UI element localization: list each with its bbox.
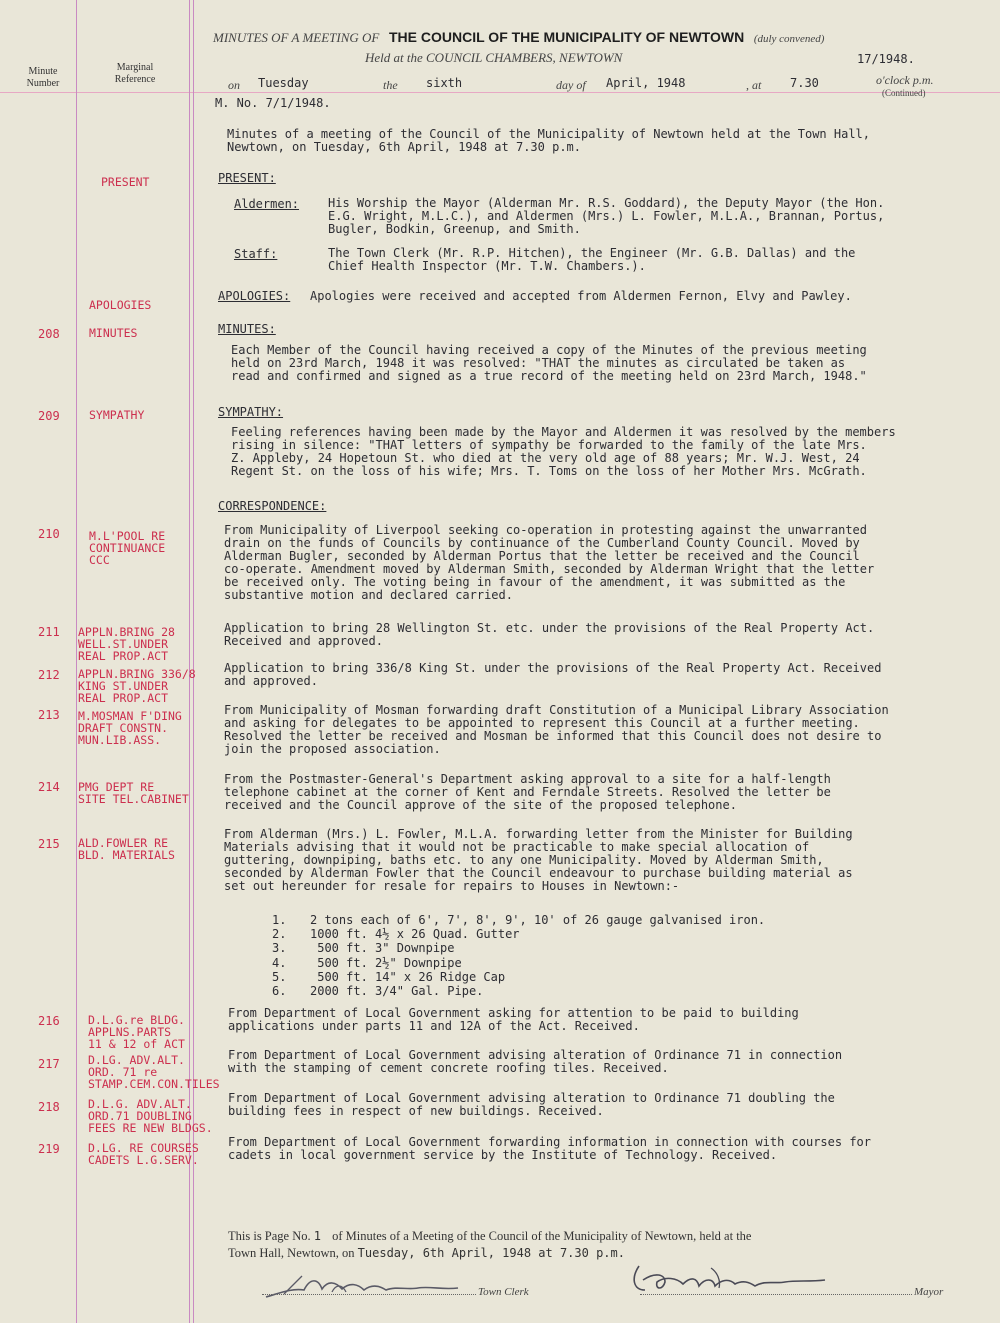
marginal-reference: D.LG. ADV.ALT. ORD. 71 re STAMP.CEM.CON.TILES xyxy=(88,1053,220,1091)
marginal-reference: D.LG. RE COURSES CADETS L.G.SERV. xyxy=(88,1141,199,1167)
marginal-reference-column-head: Marginal Reference xyxy=(114,62,156,85)
town-clerk-signature-line xyxy=(262,1294,476,1295)
header-minutes-of: MINUTES OF A MEETING OF xyxy=(213,30,380,45)
minute-number: 218 xyxy=(38,1100,60,1114)
minute-number-column-head: Minute Number xyxy=(26,66,60,89)
list-item: 1. 2 tons each of 6', 7', 8', 9', 10' of 26 gauge galvanised iron. xyxy=(272,913,766,927)
minute-number: 208 xyxy=(38,327,60,341)
item-text: From Department of Local Government forwarding information in connection with courses for cadets in local government service by the Institute of Technology. Received. xyxy=(228,1135,871,1162)
minute-number: 209 xyxy=(38,409,60,423)
minute-number: 216 xyxy=(38,1014,60,1028)
apologies-margin-ref: APOLOGIES xyxy=(89,298,152,312)
item-text: Application to bring 336/8 King St. under the provisions of the Real Property Act. Received and approved. xyxy=(224,661,882,688)
list-item: 5. 500 ft. 14" x 26 Ridge Cap xyxy=(272,969,506,984)
marginal-reference: M.MOSMAN F'DING DRAFT CONSTN. MUN.LIB.ASS. xyxy=(78,709,182,747)
item-text: Each Member of the Council having received a copy of the Minutes of the previous meeting held on 23rd March, 1948 it was resolved: "THAT the minutes as circulated be taken as read and confirmed and signed as a true record of the meeting held on 23rd March, 1948." xyxy=(231,343,867,383)
item-heading: MINUTES: xyxy=(218,322,276,336)
marginal-reference: D.L.G.re BLDG. APPLNS.PARTS 11 & 12 of ACT xyxy=(88,1013,185,1051)
held-at: Held at the COUNCIL CHAMBERS, NEWTOWN xyxy=(365,50,623,65)
minute-number: 219 xyxy=(38,1142,60,1156)
minute-number: 212 xyxy=(38,668,60,682)
present-heading: PRESENT: xyxy=(218,171,276,185)
item-text: Application to bring 28 Wellington St. etc. under the provisions of the Real Property Act. Received and approved. xyxy=(224,621,875,648)
minute-number: 210 xyxy=(38,527,60,541)
m-number: M. No. 7/1/1948. xyxy=(215,96,331,110)
mayor-signature-line xyxy=(640,1294,912,1295)
marginal-reference: APPLN.BRING 336/8 KING ST.UNDER REAL PROP.ACT xyxy=(78,667,196,705)
reference-number: 17/1948. xyxy=(857,52,915,66)
mayor-signature xyxy=(625,1262,840,1298)
header-rule xyxy=(0,92,1000,93)
oclock-label: o'clock p.m. xyxy=(876,73,934,87)
town-clerk-signature xyxy=(262,1270,477,1304)
item-text: From the Postmaster-General's Department asking approval to a site for a half-length telephone cabinet at the corner of Kent and Ferndale Streets. Resolved the letter be received and the Council approve of the site of the proposed telephone. xyxy=(224,772,831,812)
materials-list xyxy=(272,913,765,998)
the-label: the xyxy=(383,78,398,92)
month-year: April, 1948 xyxy=(606,76,686,90)
minute-number: 211 xyxy=(38,625,60,639)
minute-number: 215 xyxy=(38,837,60,851)
item-text: From Department of Local Government advising alteration to Ordinance 71 doubling the building fees in respect of new buildings. Received. xyxy=(228,1091,835,1118)
town-clerk-label: Town Clerk xyxy=(478,1286,529,1298)
list-item: 4. 500 ft. 2½" Downpipe xyxy=(272,955,462,970)
header-line-1 xyxy=(213,27,824,46)
minute-number: 217 xyxy=(38,1057,60,1071)
apologies-heading: APOLOGIES: xyxy=(218,289,291,303)
meeting-time: 7.30 xyxy=(790,76,819,90)
marginal-reference: D.L.G. ADV.ALT. ORD.71 DOUBLING FEES RE NEW BLDGS. xyxy=(88,1097,213,1135)
at-label: , at xyxy=(746,78,762,92)
item-text: Feeling references having been made by the Mayor and Aldermen it was resolved by the members rising in silence: "THAT letters of sympathy be forwarded to the family of the late Mrs. Z. Appleby, 24 Hopetoun St. who died at the very old age of 88 years; Mr. W.J. West, 24 Regent St. on the loss of his wife; Mrs. T. Toms on the loss of her Mother Mrs. McGrath. xyxy=(231,425,896,478)
intro-paragraph: Minutes of a meeting of the Council of the Municipality of Newtown held at the Town Hall, Newtown, on Tuesday, 6th April, 1948 at 7.30 p.m. xyxy=(227,127,870,154)
minute-number: 213 xyxy=(38,708,60,722)
duly-convened: (duly convened) xyxy=(753,33,825,45)
apologies-text: Apologies were received and accepted from Aldermen Fernon, Elvy and Pawley. xyxy=(310,289,852,303)
marginal-reference: APPLN.BRING 28 WELL.ST.UNDER REAL PROP.ACT xyxy=(78,625,175,663)
continued-label: (Continued) xyxy=(882,88,926,98)
aldermen-list: His Worship the Mayor (Alderman Mr. R.S. Goddard), the Deputy Mayor (the Hon. E.G. Wright, M.L.C.), and Aldermen (Mrs.) L. Fowler, M.L.A., Brannan, Portus, Bugler, Bodkin, Greenup, and Smith. xyxy=(328,196,885,236)
day-of-label: day of xyxy=(556,78,586,92)
correspondence-heading: CORRESPONDENCE: xyxy=(218,499,327,513)
marginal-reference: PMG DEPT RE SITE TEL.CABINET xyxy=(78,780,189,806)
list-item: 6. 2000 ft. 3/4" Gal. Pipe. xyxy=(272,984,484,999)
present-margin-ref: PRESENT xyxy=(101,175,150,189)
on-label: on xyxy=(228,78,240,92)
item-text: From Municipality of Liverpool seeking co-operation in protesting against the unwarranted drain on the funds of Councils by continuance of the Cumberland County Council. Moved by Alderman Bugler, seconded by Alderman Portus that the letter be received and the Council co-operate. Amendment moved by Alderman Smith, seconded by Alderman Wright that the letter be received only. The voting being in favour of the amendment, it was submitted as the substantive motion and declared carried. xyxy=(224,523,875,602)
list-item: 2. 1000 ft. 4½ x 26 Quad. Gutter xyxy=(272,927,520,942)
day-name: Tuesday xyxy=(258,76,309,90)
aldermen-label: Aldermen: xyxy=(234,197,300,211)
marginal-reference: ALD.FOWLER RE BLD. MATERIALS xyxy=(78,836,175,862)
marginal-reference: MINUTES xyxy=(89,326,138,340)
day-ordinal: sixth xyxy=(426,76,463,90)
footer-statement: This is Page No. 1 of Minutes of a Meeting of the Council of the Municipality of Newtown, held at the Town Hall, Newtown, on Tuesday, 6th April, 1948 at 7.30 p.m. xyxy=(228,1229,752,1260)
item-text: From Alderman (Mrs.) L. Fowler, M.L.A. forwarding letter from the Minister for Building Materials advising that it would not be practicable to make special allocation of guttering, downpiping, baths etc. to any one Municipality. Moved by Alderman Smith, seconded by Alderman Fowler that the Council endeavour to purchase building material as set out hereunder for resale for repairs to Houses in Newtown:- xyxy=(224,827,853,893)
marginal-reference: M.L'POOL RE CONTINUANCE CCC xyxy=(89,529,166,567)
list-item: 3. 500 ft. 3" Downpipe xyxy=(272,941,455,956)
item-heading: SYMPATHY: xyxy=(218,405,284,419)
staff-label: Staff: xyxy=(234,247,278,261)
item-text: From Department of Local Government asking for attention to be paid to building applications under parts 11 and 12A of the Act. Received. xyxy=(228,1006,799,1033)
item-text: From Municipality of Mosman forwarding draft Constitution of a Municipal Library Association and asking for delegates to be appointed to represent this Council at a further meeting. Resolved the letter be received and Mosman be informed that this Council does not desire to join the proposed association. xyxy=(224,703,889,756)
left-margin-rule xyxy=(76,0,77,1323)
item-text: From Department of Local Government advising alteration of Ordinance 71 in connection with the stamping of cement concrete roofing tiles. Received. xyxy=(228,1048,843,1075)
mayor-label: Mayor xyxy=(914,1286,944,1298)
council-name: THE COUNCIL OF THE MUNICIPALITY OF NEWTOWN xyxy=(389,29,745,45)
staff-list: The Town Clerk (Mr. R.P. Hitchen), the Engineer (Mr. G.B. Dallas) and the Chief Health Inspector (Mr. T.W. Chambers.). xyxy=(328,246,856,273)
marginal-reference: SYMPATHY xyxy=(89,408,145,422)
minute-number: 214 xyxy=(38,780,60,794)
